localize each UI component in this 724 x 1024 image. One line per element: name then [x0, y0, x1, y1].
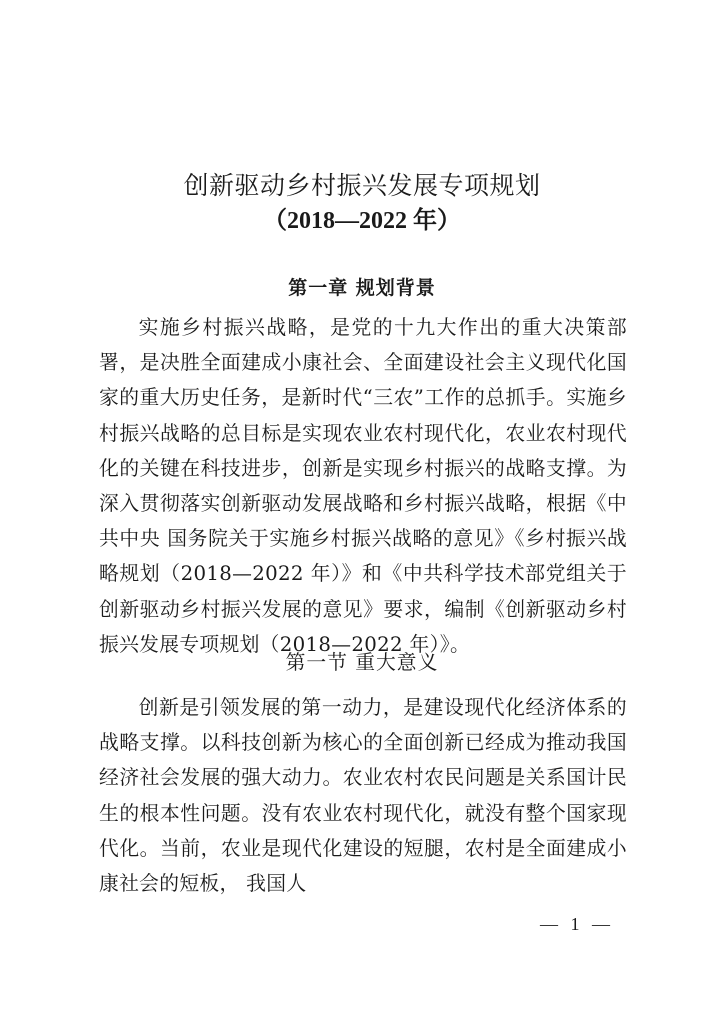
document-subtitle: （2018—2022 年） [263, 208, 461, 234]
intro-paragraph: 实施乡村振兴战略，是党的十九大作出的重大决策部署，是决胜全面建成小康社会、全面建设社会主义现代化国家的重大历史任务，是新时代“三农”工作的总抓手。实施乡村振兴战略的总目标是实现农业农村现代化，农业农村现代化的关键在科技进步，创新是实现乡村振兴的战略支撑。为深入贯彻落实创新驱动发展战略和乡村振兴战略，根据《中共中央 国务院关于实施乡村振兴战略的意见》《乡村振兴战略规划（2018—2022 年）》和《中共科学技术部党组关于创新驱动乡村振兴发展的意见》要求，编制《创新驱动乡村振兴发展专项规划（2018—2022 年）》。 [99, 316, 627, 656]
section-heading: 第一节 重大意义 [285, 651, 439, 674]
document-title: 创新驱动乡村振兴发展专项规划 [183, 171, 541, 200]
section-paragraph: 创新是引领发展的第一动力，是建设现代化经济体系的战略支撑。以科技创新为核心的全面创新已经成为推动我国经济社会发展的强大动力。农业农村农民问题是关系国计民生的根本性问题。没有农业农村现代化，就没有整个国家现代化。当前，农业是现代化建设的短腿，农村是全面建成小康社会的短板， 我国人 [99, 696, 627, 896]
chapter-heading: 第一章 规划背景 [288, 277, 436, 299]
page-number: — 1 — [540, 914, 614, 934]
